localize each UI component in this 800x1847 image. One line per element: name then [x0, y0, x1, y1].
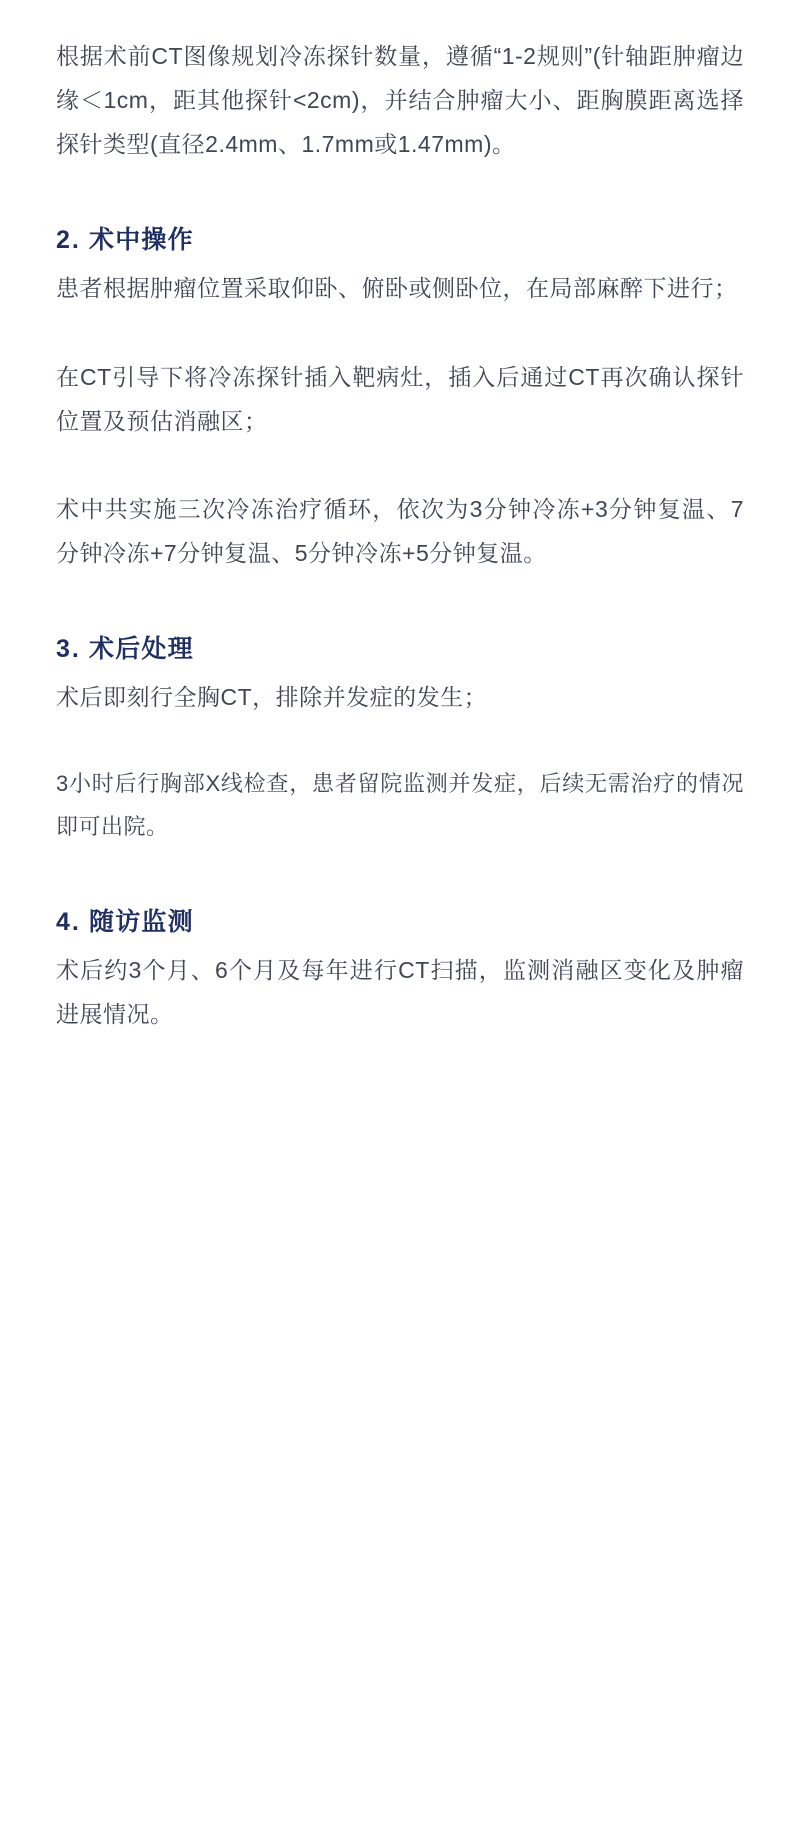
- paragraph: 术后即刻行全胸CT，排除并发症的发生；: [56, 684, 488, 711]
- section-spacer: [56, 166, 744, 220]
- paragraph: 在CT引导下将冷冻探针插入靶病灶，插入后通过CT再次确认探针位置及预估消融区；: [56, 363, 744, 434]
- paragraph-spacer: [56, 443, 744, 487]
- paragraph: 患者根据肿瘤位置采取仰卧、俯卧或侧卧位，在局部麻醉下进行；: [56, 275, 738, 302]
- section-spacer: [56, 575, 744, 629]
- section-title: 术中操作: [89, 226, 194, 255]
- section-number: 4.: [56, 907, 81, 936]
- section-number: 3.: [56, 635, 81, 664]
- section-spacer: [56, 848, 744, 902]
- paragraph: 3小时后行胸部X线检查，患者留院监测并发症，后续无需治疗的情况即可出院。: [56, 771, 744, 839]
- section-title: 术后处理: [89, 635, 194, 664]
- intro-paragraph: 根据术前CT图像规划冷冻探针数量，遵循“1-2规则”(针轴距肿瘤边缘＜1cm，距其他探针<2cm)，并结合肿瘤大小、距胸膜距离选择探针类型(直径2.4mm、1.7mm或1.47mm)。: [56, 43, 744, 158]
- paragraph-spacer: [56, 719, 744, 763]
- paragraph-spacer: [56, 311, 744, 355]
- section-heading-postoperative: [56, 629, 744, 669]
- paragraph: 术后约3个月、6个月及每年进行CT扫描，监测消融区变化及肿瘤进展情况。: [56, 956, 744, 1028]
- section-number: 2.: [56, 226, 81, 255]
- section-heading-intraoperative: [56, 220, 744, 260]
- paragraph: 术中共实施三次冷冻治疗循环，依次为3分钟冷冻+3分钟复温、7分钟冷冻+7分钟复温、5分钟冷冻+5分钟复温。: [56, 495, 744, 567]
- section-title: 随访监测: [89, 907, 194, 936]
- section-heading-followup: [56, 902, 744, 942]
